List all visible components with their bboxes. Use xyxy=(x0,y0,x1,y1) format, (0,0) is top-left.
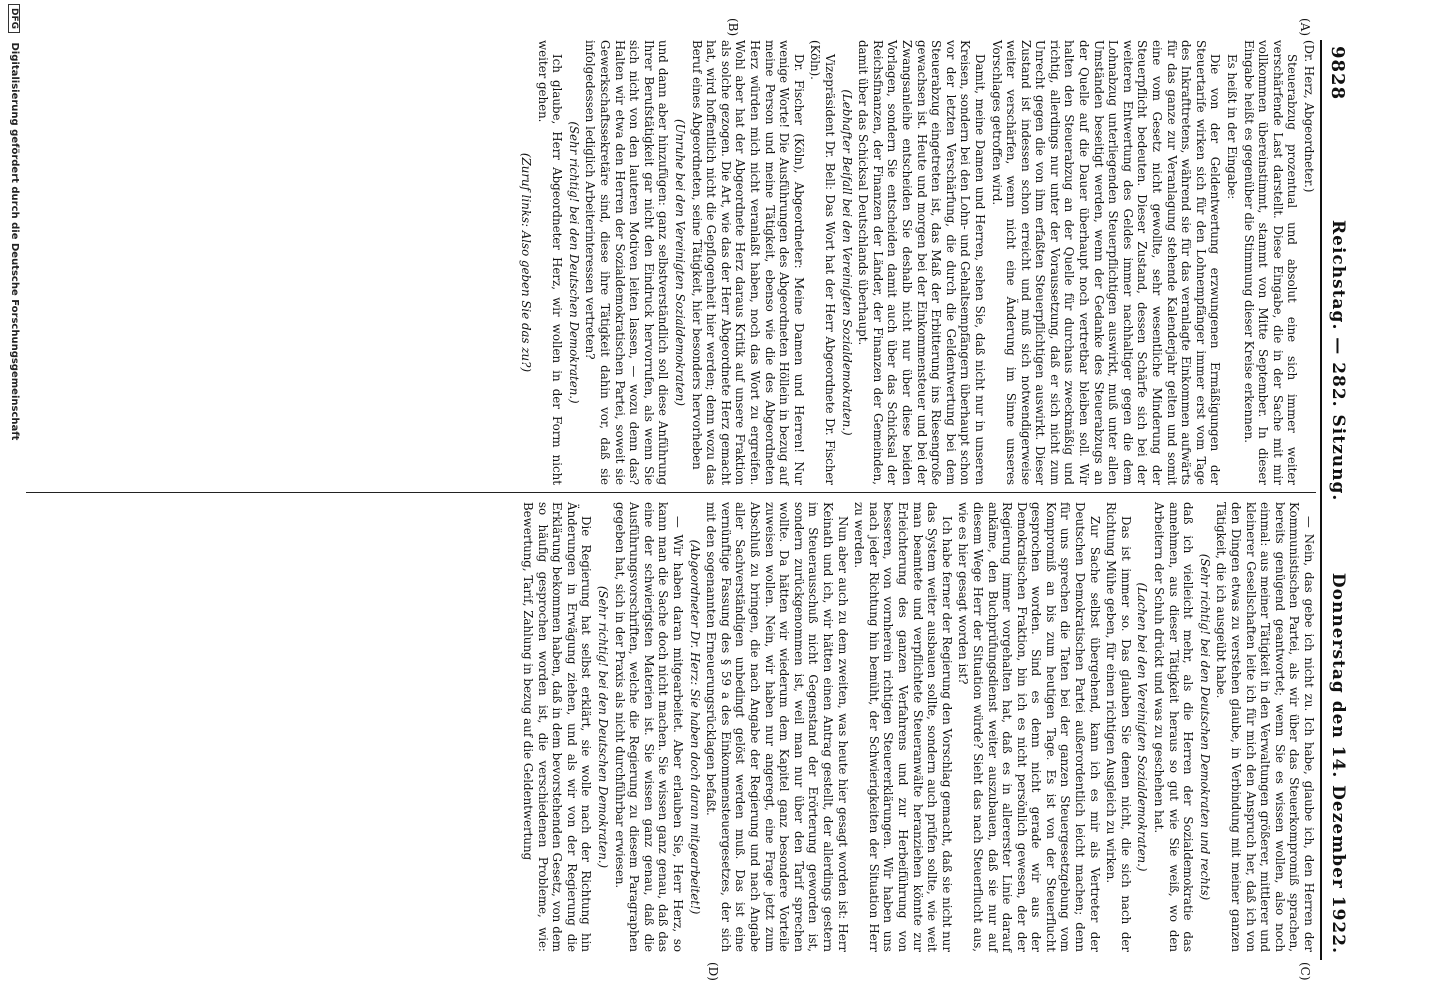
paragraph: — Nein, das gebe ich nicht zu. Ich habe, glaube ich, den Herren der Kommunistischen Partei, als wir über das Steuerkompromiß sprachen, bereits genügend geantwortet; wenn Sie es wissen wollen, also noch einmal: aus meiner Tätigkeit in den Verwaltungen größerer, mittlerer und kleinerer Gesellschaften leite ich für mich den Anspruch her, daß ich von den Dingen etwas zu verstehen glaube, in Verbindung mit meiner ganzen Tätigkeit, die ich ausgeübt habe. xyxy=(1214,502,1316,952)
column-divider xyxy=(26,492,1316,493)
interjection: (Lebhafter Beifall bei den Vereinigten Sozialdemokraten.) xyxy=(839,89,854,436)
paragraph: Es heißt in der Eingabe: xyxy=(1225,54,1240,200)
margin-mark-b: (B) xyxy=(726,18,740,37)
margin-mark-a: (A) xyxy=(1298,18,1312,37)
margin-mark-d: (D) xyxy=(706,962,720,981)
interjection: (Sehr richtig! bei den Deutschen Demokraten.) xyxy=(566,121,581,404)
page-footer xyxy=(6,4,20,994)
session-date: Donnerstag den 14. Dezember 1922. xyxy=(1328,572,1348,954)
page-header xyxy=(1320,40,1352,960)
paragraph: Ich habe ferner der Regierung den Vorschlag gemacht, daß sie nicht nur das System weiter ausbauen sollte, sondern auch prüfen sollte, wie weit man beamtete und verpflichtete Steueranwälte heranziehen könnte zur Erleichterung des ganzen Verfahrens und zur Herbeiführung von besseren, von vornherein richtigen Steuererklärungen. Wir haben uns nach jeder Richtung hin bemüht, der Schwierigkeiten der Situation Herr zu werden. xyxy=(852,502,954,953)
quoted-paragraph: Die von der Geldentwertung erzwungenen Ermäßigungen der Steuertarife wirken sich für den Lohnempfänger immer erst vom Tage des Inkrafttretens, während sie für das veranlagte Einkommen aufwärts für das ganze zur Veranlagung stehende Kalenderjahr gelten und somit eine vom Gesetz nicht gewollte, sehr wesentliche Minderung der Steuerpflicht bedeuten. Dieser Zustand, dessen Schärfe sich bei der weiteren Entwertung des Geldes immer nachhaltiger gegen die dem Lohnabzug unterliegenden Steuerpflichtigen auswirkt, muß unter allen Umständen beseitigt werden, wenn der Gedanke des Steuerabzugs an der Quelle auf die Dauer überhaupt noch vertretbar bleiben soll. Wir halten den Steuerabzug an der Quelle für durchaus zweckmäßig und richtig, allerdings nur unter der Voraussetzung, daß er sich nicht zum Unrecht gegen die von ihm erfaßten Steuerpflichtigen auswirkt. Dieser Zustand ist indessen schon erreicht und muß sich notwendigerweise weiter verschärfen, wenn nicht eine Änderung im Sinne unseres Vorschlages getroffen wird. xyxy=(989,40,1223,485)
paragraph: Vizepräsident Dr. Bell: Das Wort hat der Herr Abgeordnete Dr. Fischer (Köln). xyxy=(808,40,837,485)
funding-note: Digitalisierung gefördert durch die Deutsche Forschungsgemeinschaft xyxy=(9,42,20,441)
interjection: (Unruhe bei den Vereinigten Sozialdemokraten) xyxy=(673,119,688,406)
running-title: Reichstag. — 282. Sitzung. xyxy=(1328,220,1348,502)
interjection: (Sehr richtig! bei den Deutschen Demokraten und rechts) xyxy=(1197,553,1212,901)
paragraph: Zur Sache selbst übergehend, kann ich es mir als Vertreter der Deutschen Demokratischen Partei außerordentlich leicht machen; denn für uns sprechen die Taten bei der ganzen Steuergesetzgebung vom Kompromiß an bis zum heutigen Tage. Es ist von der Steuerflucht gesprochen worden. Sind es denn nicht gerade wir aus der Demokratischen Fraktion, bin ich es nicht persönlich gewesen, der der Regierung immer vorgehalten hat, daß es in allererster Linie darauf ankäme, den Buchprüfungsdienst weiter auszubauen, daß sie nur auf diesem Wege Herr der Situation würde? Sieht das nach Steuerflucht aus, wie es hier gesagt worden ist? xyxy=(956,502,1102,952)
paragraph: Ich glaube, Herr Abgeordneter Herz, wir wollen in der Form nicht weiter gehen. xyxy=(535,40,565,485)
paragraph: und dann aber hinzufügen: ganz selbstverständlich soll diese Anführung Ihrer Berufstätigkeit gar nicht den Eindruck hervorrufen, als wenn Sie sich nicht von den lauteren Motiven leiten lassen, — wozu denn das? Halten wir etwa den Herren der Sozialdemokratischen Partei, soweit sie Gewerkschaftssekretäre sind, diese ihre Tätigkeit dahin vor, daß sie infolgedessen lediglich Arbeiterinteressen vertreten? xyxy=(583,40,671,485)
paragraph: (Dr. Herz, Abgeordneter.) xyxy=(1302,40,1316,193)
interjection: (Lachen bei den Vereinigten Sozialdemokraten.) xyxy=(1135,582,1150,872)
paragraph: Damit, meine Damen und Herren, sehen Sie, daß nicht nur in unseren Kreisen, sondern bei den Lohn- und Gehaltsempfängern überhaupt schon vor der letzten Verschärfung, die durch die Geldentwertung bei dem Steuerabzug eingetreten ist, das Maß der Erbitterung ins Riesengroße gewachsen ist. Heute und morgen bei der Einkommensteuer und bei der Zwangsanleihe entscheiden Sie deshalb nicht nur über diese beiden Vorlagen, sondern Sie entscheiden damit auch über das Schicksal der Reichsfinanzen, der Finanzen der Länder, der Finanzen der Gemeinden, damit über das Schicksal Deutschlands überhaupt. xyxy=(856,40,987,485)
interjection: (Zuruf links: Also geben Sie das zu?) xyxy=(519,152,534,373)
paragraph: Die Regierung hat selbst erklärt, sie wolle nach der Richtung hin Änderungen in Erwägung ziehen, und als wir von der Regierung die Erklärung bekommen haben, daß in dem bevorstehenden Gesetz, von dem so häufig gesprochen worden ist, die verschiedenen Probleme, wie: Bewertung, Tarif, Zahlung in bezug auf die Geldentwertung xyxy=(521,502,594,952)
right-column xyxy=(519,502,1316,952)
interjection: (Sehr richtig! bei den Deutschen Demokraten.) xyxy=(596,585,611,869)
paragraph: Nun aber auch zu dem zweiten, was heute hier gesagt worden ist: Herr Keinath und ich, wir hätten einen Antrag gestellt, der allerdings gestern im Steuerausschuß nicht Gegenstand der Erörterung geworden ist, sondern zurückgenommen ist, weil man nur über den Tarif sprechen wollte. Da hätten wir wiederum dem Kapitel ganz besondere Vorteile zuweisen wollen. Nein, wir haben nur angeregt, eine Frage jetzt zum Abschluß zu bringen, die nach Angabe der Regierung und nach Angabe aller Sachverständigen unbedingt gelöst werden muß. Das ist eine vernünftige Fassung des § 59 a des Einkommensteuergesetzes, der sich mit den sogenannten Erneuerungsrücklagen befaßt. xyxy=(704,502,850,952)
interjection: (Abgeordneter Dr. Herz: Sie haben doch daran mitgearbeitet!) xyxy=(687,539,702,915)
dfg-logo: DFG xyxy=(8,4,20,33)
margin-mark-c: (C) xyxy=(1298,962,1312,981)
paragraph: Dr. Fischer (Köln), Abgeordneter: Meine Damen und Herren! Nur wenige Worte! Die Ausführungen des Abgeordneten Höllein in bezug auf meine Person und meine Tätigkeit, ebenso wie die des Abgeordneten Herz würden mich nicht veranlaßt haben, noch das Wort zu ergreifen. Wohl aber hat der Abgeordnete Herz daraus Kritik auf unsere Fraktion als solche gezogen. Die Art, wie das der Herr Abgeordnete Herz gemacht hat, wird hoffentlich nicht die Gepflogenheit hier werden; denn wozu das Beruf eines Abgeordneten, seine Tätigkeit, hier besonders hervorheben xyxy=(689,40,806,485)
paragraph: daß ich vielleicht mehr, als die Herren der Sozialdemokratie das annehmen, aus dieser Tätigkeit heraus so gut wie Sie weiß, wo den Arbeitern der Schuh drückt und was zu geschehen hat. xyxy=(1152,502,1196,952)
paragraph: — Wir haben daran mitgearbeitet. Aber erlauben Sie, Herr Herz, so kann man die Sache doch nicht machen. Sie wissen ganz genau, daß das eine der schwierigsten Materien ist. Sie wissen ganz genau, daß die Ausführungsvorschriften, welche die Regierung zu diesem Paragraphen gegeben hat, sich in der Praxis als nicht durchführbar erwiesen. xyxy=(612,502,686,952)
left-column xyxy=(517,40,1316,485)
page-number: 9828 xyxy=(1327,46,1348,101)
paragraph: Steuerabzug prozentual und absolut eine sich immer weiter verschärfende Last darstellt. Diese Eingabe, die in der Sache mit mir vollkommen übereinstimmt, stammt von Mitte September. In dieser Eingabe heißt es gegenüber die Stimmung dieser Kreise erkennen. xyxy=(1241,40,1300,485)
paragraph: Das ist immer so. Das glauben Sie denen nicht, die sich nach der Richtung Mühe geben, für einen richtigen Ausgleich zu wirken. xyxy=(1104,502,1133,952)
